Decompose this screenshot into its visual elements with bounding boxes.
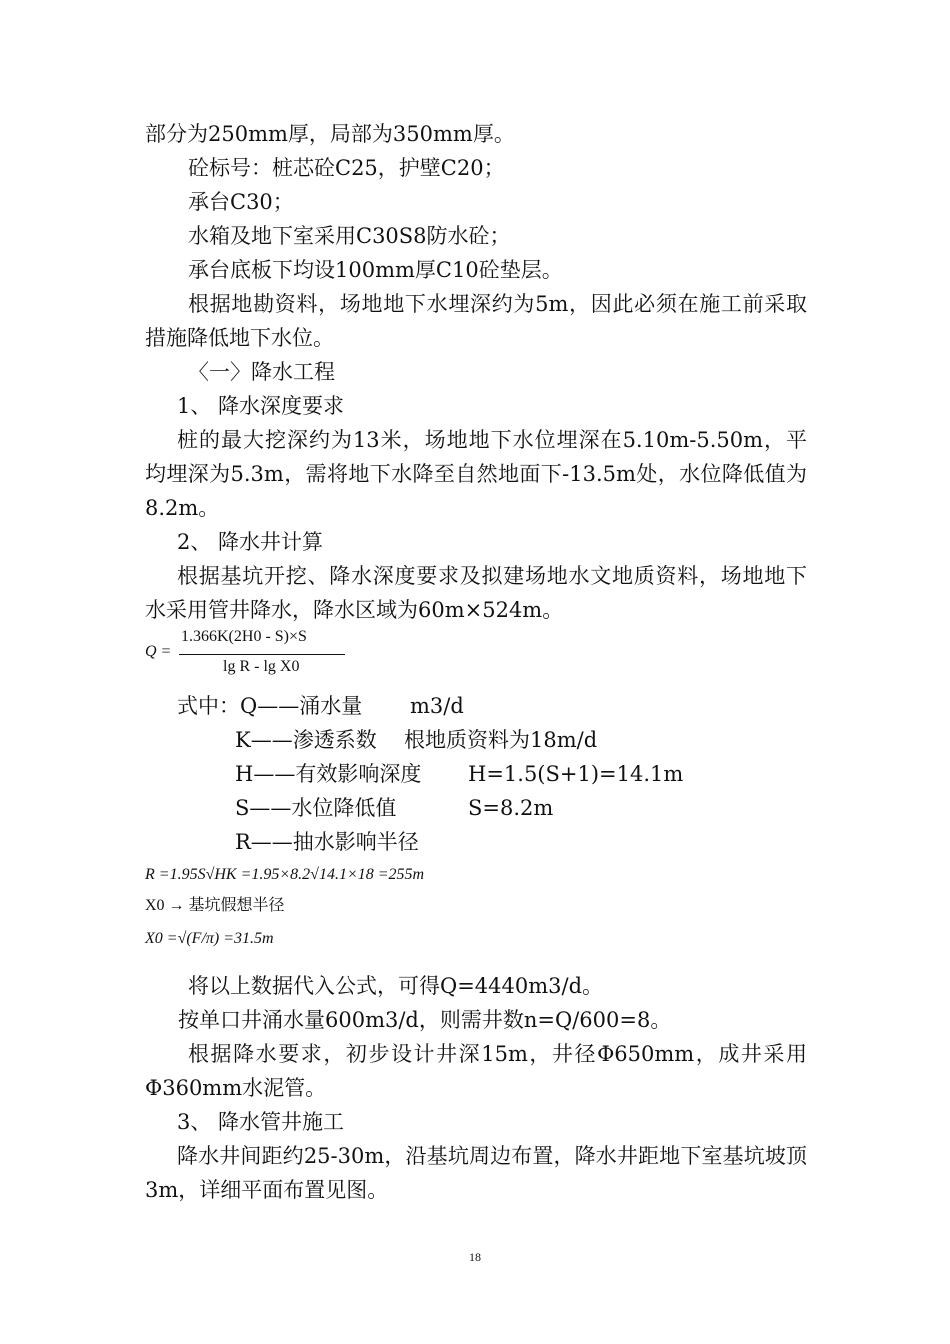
text-line: 将以上数据代入公式，可得Q=4440m3/d。 xyxy=(188,974,604,998)
definition-label: S——水位降低值 xyxy=(235,796,397,820)
text-line: 水采用管井降水，降水区域为60m×524m。 xyxy=(145,598,564,622)
definition-line xyxy=(177,692,362,720)
text-line: 根据降水要求，初步设计井深15m，井径Φ650mm，成井采用 xyxy=(188,1042,807,1066)
definition-label: K——渗透系数 xyxy=(235,728,377,752)
formula-q xyxy=(145,628,365,688)
text-line: 承台C30； xyxy=(188,190,294,214)
definition-label: R——抽水影响半径 xyxy=(235,830,419,854)
text-line: 按单口井涌水量600m3/d，则需井数n=Q/600=8。 xyxy=(178,1008,672,1032)
section-heading: 2、 降水井计算 xyxy=(177,530,324,554)
definition-value: H=1.5(S+1)=14.1m xyxy=(468,762,684,786)
text-line: 水箱及地下室采用C30S8防水砼； xyxy=(188,224,511,248)
definition-value: 根地质资料为18m/d xyxy=(404,728,598,752)
text-line: 根据地勘资料，场地地下水埋深约为5m，因此必须在施工前采取 xyxy=(188,292,807,316)
section-heading: 1、 降水深度要求 xyxy=(177,394,345,418)
text-line: 降水井间距约25-30m，沿基坑周边布置，降水井距地下室基坑坡顶 xyxy=(177,1144,807,1168)
formula-r: R =1.95S√HK =1.95×8.2√14.1×18 =255m xyxy=(145,866,425,883)
formula-denominator: lg R - lg X0 xyxy=(223,658,300,675)
text-line: 措施降低地下水位。 xyxy=(145,326,334,350)
text-line: Φ360mm水泥管。 xyxy=(145,1076,327,1100)
text-line: 部分为250mm厚，局部为350mm厚。 xyxy=(145,122,515,146)
text-line: 均埋深为5.3m，需将地下水降至自然地面下-13.5m处，水位降低值为 xyxy=(145,462,807,486)
text-line: 砼标号：桩芯砼C25，护壁C20； xyxy=(188,156,505,180)
text-line: 根据基坑开挖、降水深度要求及拟建场地水文地质资料，场地地下 xyxy=(177,564,807,588)
text-line: 桩的最大挖深约为13米，场地地下水位埋深在5.10m-5.50m，平 xyxy=(177,428,807,452)
formula-x0-description: X0 → 基坑假想半径 xyxy=(145,897,285,914)
page-number: 18 xyxy=(469,1250,481,1264)
definition-value: S=8.2m xyxy=(468,796,554,820)
fraction-bar xyxy=(179,654,345,655)
text-line: 3m，详细平面布置见图。 xyxy=(145,1178,389,1202)
formula-x0: X0 =√(F/π) =31.5m xyxy=(145,930,274,947)
definition-label: H——有效影响深度 xyxy=(235,762,422,786)
text-line: 8.2m。 xyxy=(145,496,220,520)
definition-label: 式中：Q——涌水量 xyxy=(177,694,363,718)
section-heading: 3、 降水管井施工 xyxy=(177,1110,345,1134)
formula-lhs: Q = xyxy=(145,643,172,660)
text-line: 承台底板下均设100mm厚C10砼垫层。 xyxy=(188,258,563,282)
definition-unit: m3/d xyxy=(410,694,464,718)
section-heading: 〈一〉降水工程 xyxy=(188,360,335,384)
formula-numerator: 1.366K(2H0 - S)×S xyxy=(181,628,307,645)
